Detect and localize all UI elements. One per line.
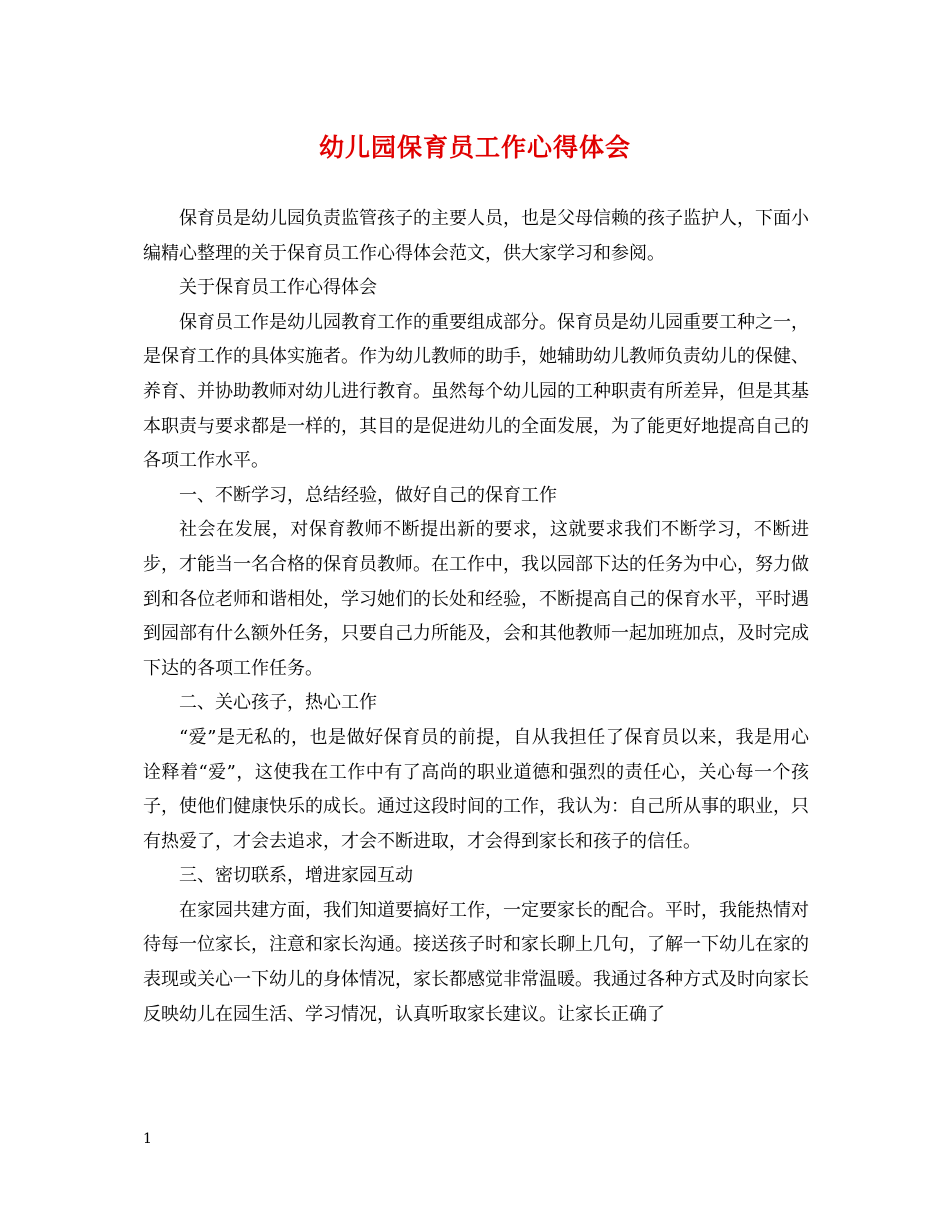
- paragraph-overview: 保育员工作是幼儿园教育工作的重要组成部分。保育员是幼儿园重要工种之一，是保育工作的具体实施者。作为幼儿教师的助手，她辅助幼儿教师负责幼儿的保健、养育、并协助教师对幼儿进行教育。虽然每个幼儿园的工种职责有所差异，但是其基本职责与要求都是一样的，其目的是促进幼儿的全面发展，为了能更好地提高自己的各项工作水平。: [143, 311, 809, 472]
- section-heading-2: 二、关心孩子，热心工作: [179, 692, 377, 714]
- section-body-2: “爱”是无私的，也是做好保育员的前提，自从我担任了保育员以来，我是用心诠释着“爱”，这使我在工作中有了高尚的职业道德和强烈的责任心，关心每一个孩子，使他们健康快乐的成长。通过这段时间的工作，我认为：自己所从事的职业，只有热爱了，才会去追求，才会不断进取，才会得到家长和孩子的信任。: [143, 726, 809, 852]
- paragraph-intro: 保育员是幼儿园负责监管孩子的主要人员，也是父母信赖的孩子监护人，下面小编精心整理的关于保育员工作心得体会范文，供大家学习和参阅。: [143, 208, 809, 264]
- page-number: 1: [143, 1131, 152, 1147]
- section-heading-3: 三、密切联系，增进家园互动: [179, 865, 413, 887]
- section-body-1: 社会在发展，对保育教师不断提出新的要求，这就要求我们不断学习，不断进步，才能当一名合格的保育员教师。在工作中，我以园部下达的任务为中心，努力做到和各位老师和谐相处，学习她们的长处和经验，不断提高自己的保育水平，平时遇到园部有什么额外任务，只要自己力所能及，会和其他教师一起加班加点，及时完成下达的各项工作任务。: [143, 519, 809, 679]
- section-body-3: 在家园共建方面，我们知道要搞好工作，一定要家长的配合。平时，我能热情对待每一位家长，注意和家长沟通。接送孩子时和家长聊上几句，了解一下幼儿在家的表现或关心一下幼儿的身体情况，家长都感觉非常温暖。我通过各种方式及时向家长反映幼儿在园生活、学习情况，认真听取家长建议。让家长正确了: [143, 899, 809, 1025]
- section-heading-1: 一、不断学习，总结经验，做好自己的保育工作: [179, 484, 557, 506]
- paragraph-subtitle: 关于保育员工作心得体会: [179, 277, 377, 299]
- document-title: 幼儿园保育员工作心得体会: [318, 133, 631, 162]
- document-body: [143, 202, 809, 1032]
